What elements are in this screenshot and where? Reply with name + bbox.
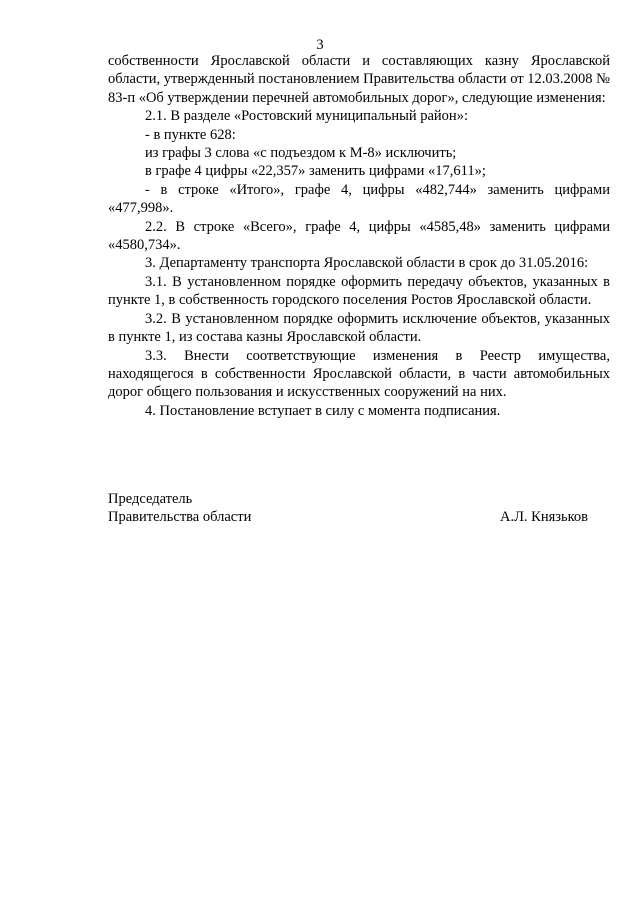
paragraph-3-1: 3.1. В установленном порядке оформить передачу объектов, указанных в пункте 1, в собственность городского поселения Ростов Ярославской области. (108, 273, 610, 309)
page-number: 3 (316, 37, 324, 53)
paragraph-3-3: 3.3. Внести соответствующие изменения в Реестр имущества, находящегося в собственности Ярославской области, в части автомобильных дорог общего пользования и искусственных сооружений на них. (108, 347, 610, 401)
signatory-name: А.Л. Князьков (499, 509, 588, 526)
paragraph-2-2: 2.2. В строке «Всего», графе 4, цифры «4585,48» заменить цифрами «4580,734». (108, 218, 610, 254)
paragraph-3: 3. Департаменту транспорта Ярославской области в срок до 31.05.2016: (145, 255, 589, 272)
paragraph-total-row: - в строке «Итого», графе 4, цифры «482,744» заменить цифрами «477,998». (108, 181, 610, 217)
paragraph-3-2: 3.2. В установленном порядке оформить исключение объектов, указанных в пункте 1, из состава казны Ярославской области. (108, 310, 610, 346)
signature-block (108, 490, 588, 527)
paragraph-continuation: собственности Ярославской области и составляющих казну Ярославской области, утвержденный постановлением Правительства области от 12.03.2008 № 83-п «Об утверждении перечней автомобильных дорог», следующие изменения: (108, 53, 610, 106)
paragraph-item-628: - в пункте 628: (145, 126, 236, 143)
paragraph-column-3: из графы 3 слова «с подъездом к М-8» исключить; (145, 145, 457, 162)
paragraph-4: 4. Постановление вступает в силу с момента подписания. (145, 402, 501, 419)
paragraph-2-1: 2.1. В разделе «Ростовский муниципальный район»: (145, 108, 468, 125)
signature-title-line1: Председатель (108, 491, 193, 507)
document-body (108, 52, 610, 420)
signature-title-line2: Правительства области (108, 509, 252, 526)
paragraph-column-4: в графе 4 цифры «22,357» заменить цифрами «17,611»; (145, 163, 486, 180)
